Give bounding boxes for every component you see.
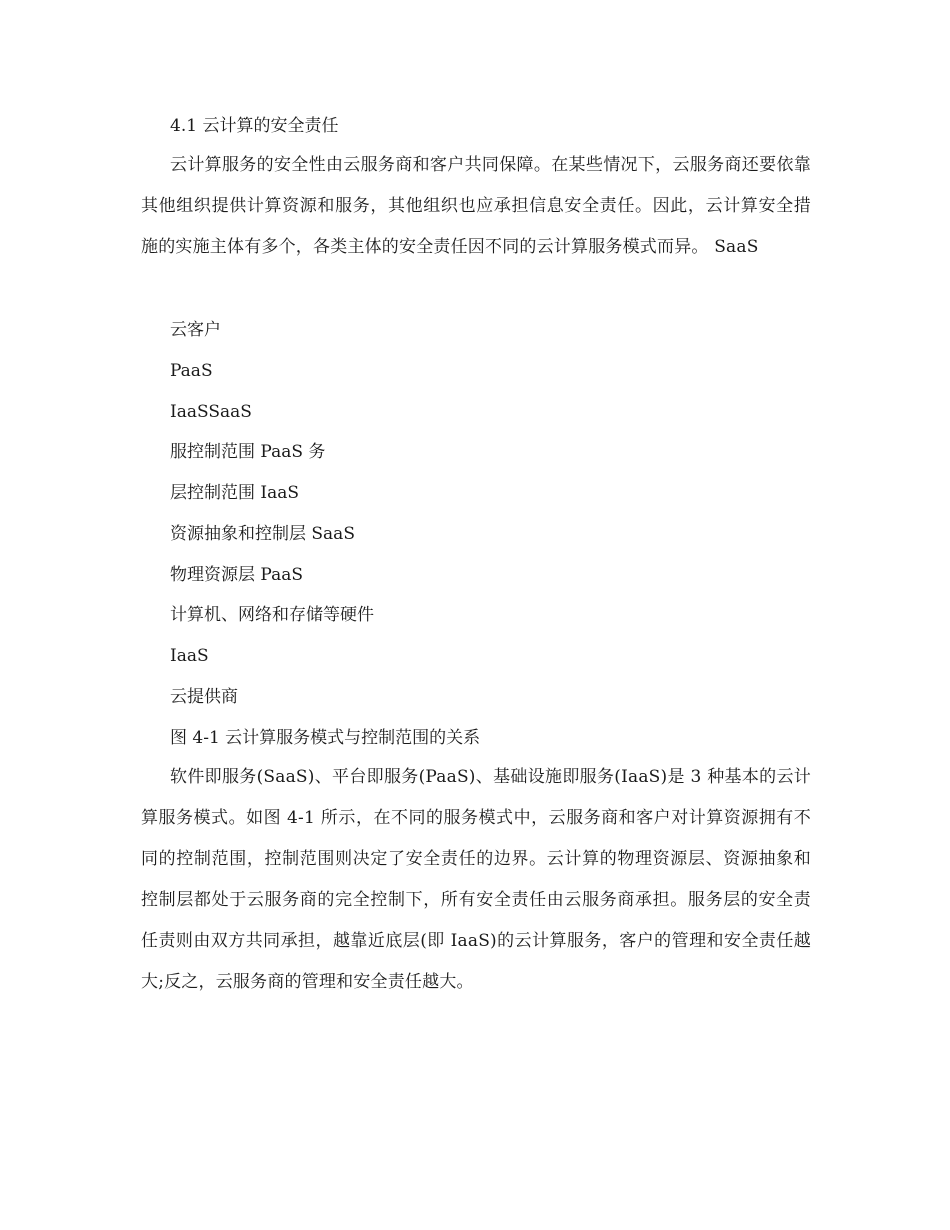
diagram-line-iaas: IaaS — [170, 646, 209, 666]
diagram-line-iaas-saas: IaaSSaaS — [170, 402, 252, 422]
paragraph-intro: 云计算服务的安全性由云服务商和客户共同保障。在某些情况下，云服务商还要依靠其他组织提供计算资源和服务，其他组织也应承担信息安全责任。因此，云计算安全措施的实施主体有多个，各类主体的安全责任因不同的云计算服务模式而异。 SaaS — [141, 155, 811, 257]
section-heading: 4.1 云计算的安全责任 — [170, 116, 339, 136]
diagram-line-paas: PaaS — [170, 361, 213, 381]
diagram-line-layer-scope: 层控制范围 IaaS — [170, 483, 300, 503]
figure-caption: 图 4-1 云计算服务模式与控制范围的关系 — [170, 728, 481, 748]
diagram-line-physical-layer: 物理资源层 PaaS — [170, 565, 303, 585]
diagram-line-cloud-customer: 云客户 — [170, 320, 221, 340]
diagram-line-abstraction-layer: 资源抽象和控制层 SaaS — [170, 524, 355, 544]
diagram-line-service-scope: 服控制范围 PaaS 务 — [170, 442, 326, 462]
paragraph-service-models: 软件即服务(SaaS)、平台即服务(PaaS)、基础设施即服务(IaaS)是 3 种基本的云计算服务模式。如图 4-1 所示，在不同的服务模式中，云服务商和客户对计算资源拥有不同的控制范围，控制范围则决定了安全责任的边界。云计算的物理资源层、资源抽象和控制层都处于云服务商的完全控制下，所有安全责任由云服务商承担。服务层的安全责任责则由双方共同承担，越靠近底层(即 IaaS)的云计算服务，客户的管理和安全责任越大;反之，云服务商的管理和安全责任越大。 — [141, 767, 811, 992]
diagram-line-cloud-provider: 云提供商 — [170, 687, 238, 707]
diagram-line-hardware: 计算机、网络和存储等硬件 — [170, 605, 374, 625]
